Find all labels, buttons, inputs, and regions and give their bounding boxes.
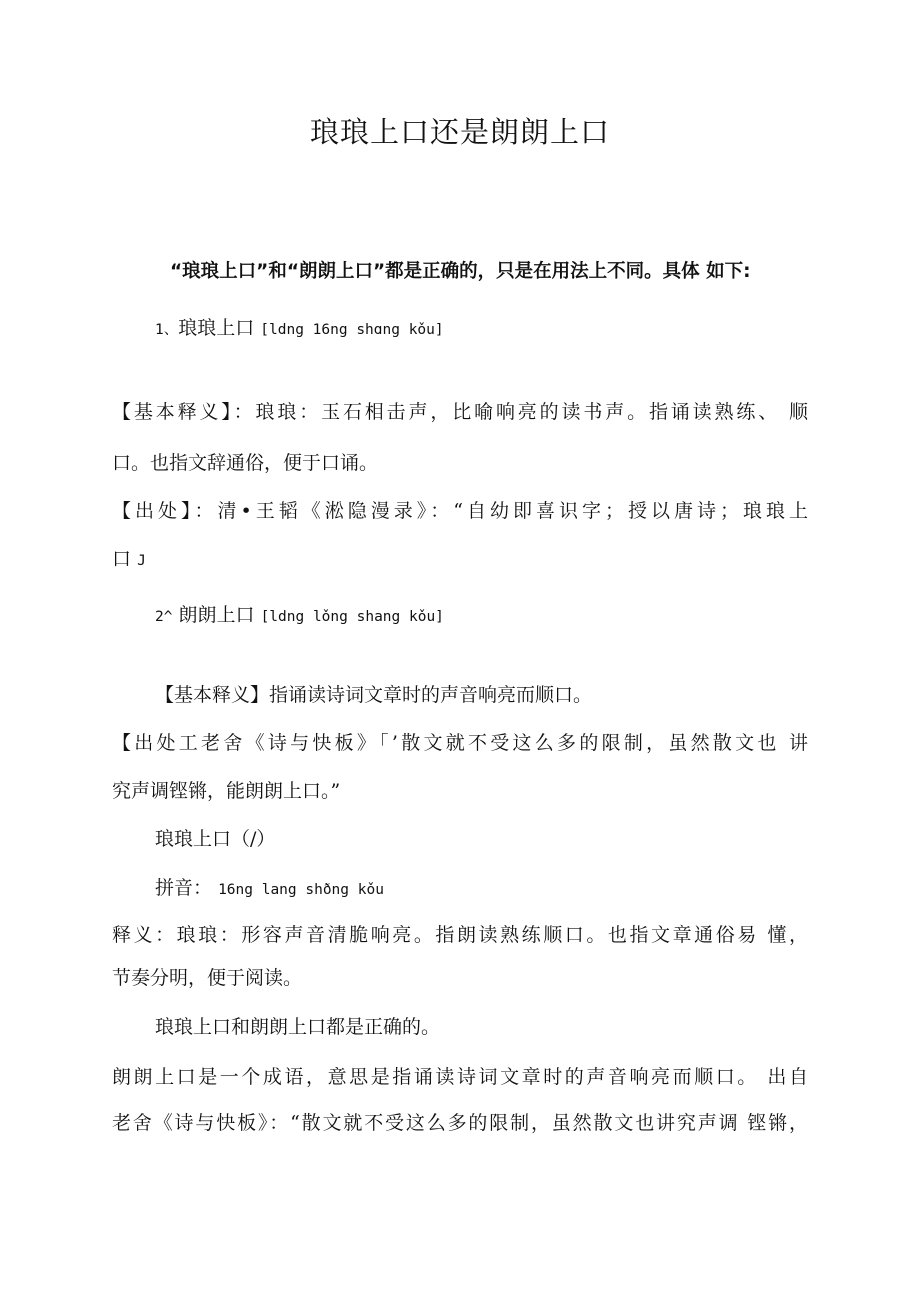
section-1-pinyin: [ldng 16ng shɑng kǒu] xyxy=(260,322,444,338)
intro-paragraph: “琅琅上口”和“朗朗上口”都是正确的，只是在用法上不同。具体 如下: xyxy=(170,261,751,282)
section-2-number: 2^ xyxy=(155,609,173,625)
section-1-basic-meaning-line-1: 【基本释义】：琅琅：玉石相击声，比喻响亮的读书声。指诵读熟练、 顺 xyxy=(112,401,808,423)
section-1-source-line-2 xyxy=(112,543,146,577)
section-1-basic-meaning-line-2: 口。也指文辞通俗，便于口诵。 xyxy=(112,452,379,474)
section-1-source-line-1: 【出处】：清•王韬《淞隐漫录》：“自幼即喜识字；授以唐诗；琅琅上 xyxy=(112,500,808,522)
section-2-source-line-2: 究声调铿锵，能朗朗上口。” xyxy=(112,780,341,802)
section-2-term: 朗朗上口 xyxy=(178,604,255,626)
final-paragraph-line-2: 老舍《诗与快板》：“散文就不受这么多的限制，虽然散文也讲究声调 铿锵， xyxy=(112,1112,808,1134)
section-2-basic-meaning: 【基本释义】指诵读诗词文章时的声音响亮而顺口。 xyxy=(155,684,593,706)
section-2-source-line-1: 【出处工老舍《诗与快板》「’散文就不受这么多的限制，虽然散文也 讲 xyxy=(112,732,808,754)
section-1-term: 琅琅上口 xyxy=(178,317,255,339)
section-3-pinyin: 16ng lang shðng kǒu xyxy=(218,882,384,898)
section-3-meaning-line-2: 节奏分明，便于阅读。 xyxy=(112,967,303,989)
section-1-number: 1、 xyxy=(155,322,179,338)
final-paragraph-line-1: 朗朗上口是一个成语，意思是指诵读诗词文章时的声音响亮而顺口。 出自 xyxy=(112,1066,808,1088)
section-3-pinyin-line xyxy=(155,872,384,906)
section-2-heading xyxy=(155,599,444,633)
section-1-source-tail: 口 xyxy=(112,548,132,570)
section-3-pinyin-label: 拼音： xyxy=(155,877,213,899)
section-2-pinyin: [ldng lǒng shang kǒu] xyxy=(260,609,444,625)
section-3-meaning-line-1: 释义：琅琅：形容声音清脆响亮。指朗读熟练顺口。也指文章通俗易 懂， xyxy=(112,924,808,946)
section-3-heading: 琅琅上口（/） xyxy=(155,828,276,850)
section-1-heading xyxy=(155,312,444,346)
document-title: 琅琅上口还是朗朗上口 xyxy=(309,115,610,149)
both-correct-paragraph: 琅琅上口和朗朗上口都是正确的。 xyxy=(155,1016,441,1038)
section-1-source-mark: J xyxy=(137,553,146,569)
